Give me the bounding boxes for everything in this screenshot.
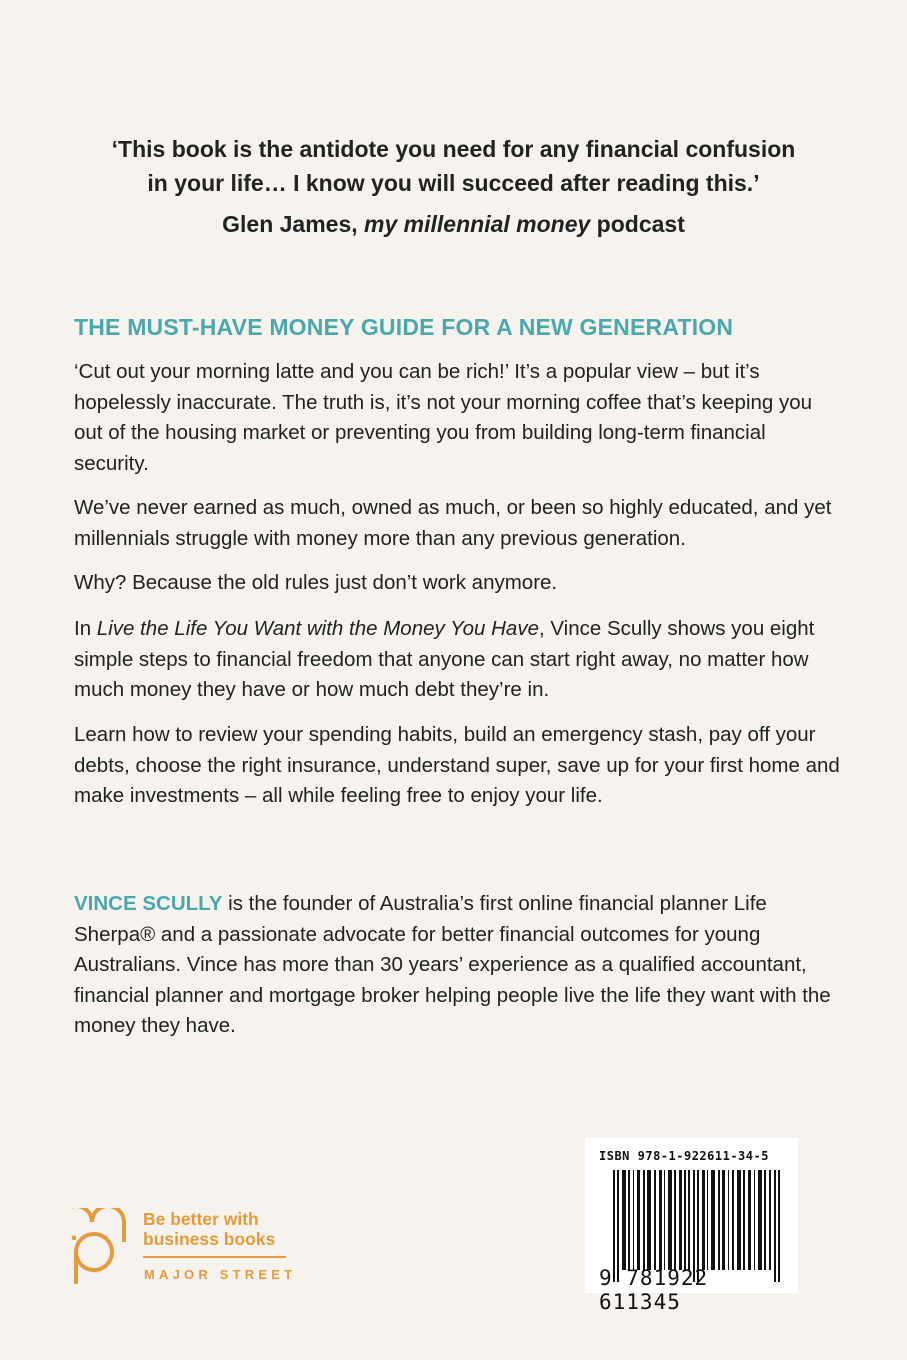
blurb-heading: THE MUST-HAVE MONEY GUIDE FOR A NEW GENERATION <box>74 314 734 340</box>
blurb-paragraph-5: Learn how to review your spending habits, build an emergency stash, pay off your debts, choose the right insurance, understand super, save up for your first home and make investments – all while feeling free to enjoy your life. <box>74 723 840 807</box>
quote-line-2: in your life… I know you will succeed after reading this.’ <box>147 170 760 196</box>
major-street-logo-icon <box>72 1208 128 1291</box>
blurb-paragraph-2: We’ve never earned as much, owned as much, or been so highly educated, and yet millennials struggle with money more than any previous generation. <box>74 496 832 550</box>
blurb-paragraph-1: ‘Cut out your morning latte and you can be rich!’ It’s a popular view – but it’s hopelessly inaccurate. The truth is, it’s not your morning coffee that’s keeping you out of the housing market or preventing you from building long-term financial security. <box>74 360 813 475</box>
barcode-digits: 9 781922 611345 <box>599 1266 709 1314</box>
logo-divider <box>143 1256 286 1258</box>
blurb-paragraph-4: In Live the Life You Want with the Money You Have, Vince Scully shows you eight simple steps to financial freedom that anyone can start right away, no matter how much money they have or how much debt they’re in. <box>74 617 815 701</box>
quote-attribution: Glen James, my millennial money podcast <box>222 211 685 237</box>
author-bio: VINCE SCULLY is the founder of Australia’s first online financial planner Life Sherpa® and a passionate advocate for better financial outcomes for young Australians. Vince has more than 30 years’ experience as a qualified accountant, financial planner and mortgage broker helping people live the life they want with the money they have. <box>74 892 831 1037</box>
quote-line-1: ‘This book is the antidote you need for any financial confusion <box>111 136 796 162</box>
isbn-label: ISBN 978-1-922611-34-5 <box>599 1149 769 1163</box>
publisher-tagline: Be better with business books <box>143 1209 276 1249</box>
blurb-paragraph-3: Why? Because the old rules just don’t work anymore. <box>74 571 558 594</box>
endorsement-quote <box>0 132 907 200</box>
publisher-name: MAJOR STREET <box>144 1267 297 1282</box>
isbn-barcode <box>585 1138 798 1314</box>
author-name: VINCE SCULLY <box>74 892 223 915</box>
